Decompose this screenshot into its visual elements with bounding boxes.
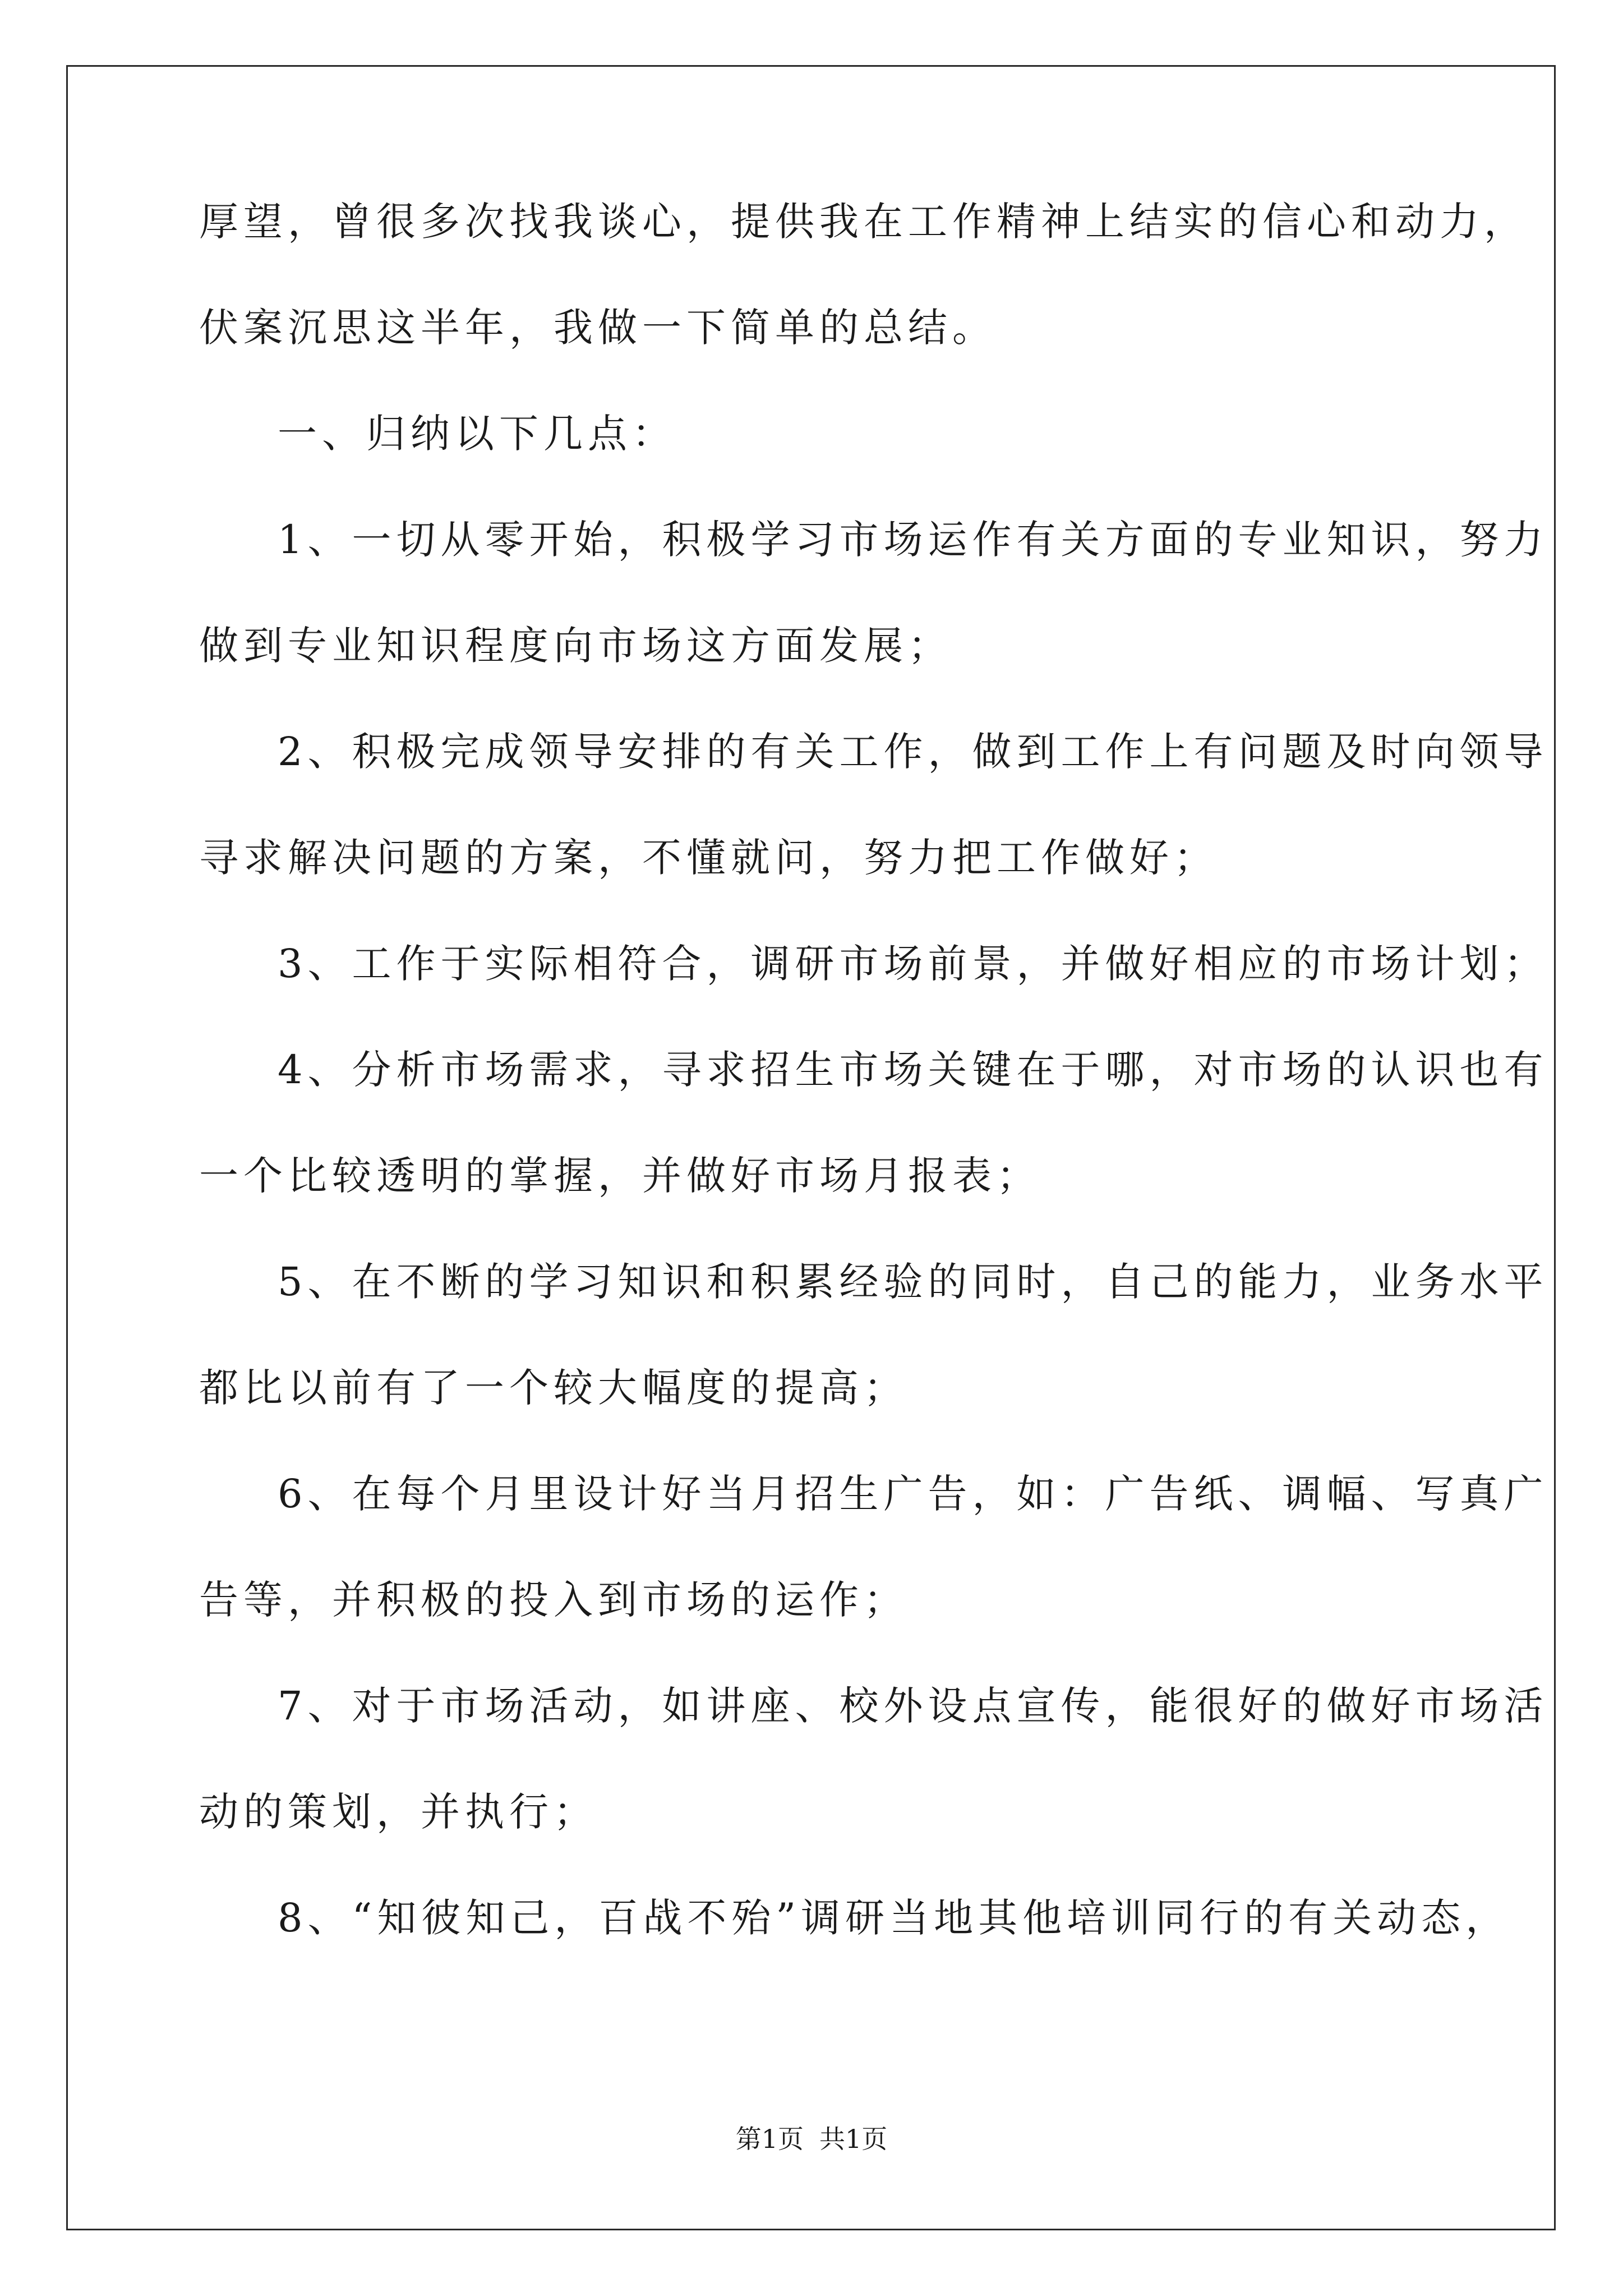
text-line: 厚望，曾很多次找我谈心，提供我在工作精神上结实的信心和动力， — [199, 199, 1528, 245]
text-line: 5、在不断的学习知识和积累经验的同时，自己的能力，业务水平 — [278, 1259, 1548, 1305]
text-line: 寻求解决问题的方案，不懂就问，努力把工作做好； — [199, 835, 1218, 881]
page-number: 第1页 — [735, 2124, 804, 2154]
text-line: 1、一切从零开始，积极学习市场运作有关方面的专业知识，努力 — [278, 517, 1548, 563]
page-total: 共1页 — [819, 2124, 888, 2154]
text-line: 动的策划，并执行； — [199, 1789, 598, 1835]
text-line: 伏案沉思这半年，我做一下简单的总结。 — [199, 305, 997, 351]
text-line: 做到专业知识程度向市场这方面发展； — [199, 623, 952, 669]
text-line: 6、在每个月里设计好当月招生广告，如：广告纸、调幅、写真广 — [278, 1471, 1548, 1517]
page-footer — [0, 2126, 1623, 2152]
section-heading: 一、归纳以下几点： — [278, 411, 676, 457]
text-line: 4、分析市场需求，寻求招生市场关键在于哪，对市场的认识也有 — [278, 1047, 1548, 1093]
text-line: 一个比较透明的掌握，并做好市场月报表； — [199, 1153, 1041, 1199]
text-line: 2、积极完成领导安排的有关工作，做到工作上有问题及时向领导 — [278, 729, 1548, 775]
text-line: 7、对于市场活动，如讲座、校外设点宣传，能很好的做好市场活 — [278, 1683, 1548, 1729]
text-line: 3、工作于实际相符合，调研市场前景，并做好相应的市场计划； — [278, 941, 1548, 987]
text-line: 告等，并积极的投入到市场的运作； — [199, 1577, 908, 1623]
text-line: 都比以前有了一个较大幅度的提高； — [199, 1365, 908, 1411]
text-line: 8、“知彼知己，百战不殆”调研当地其他培训同行的有关动态， — [278, 1895, 1510, 1941]
